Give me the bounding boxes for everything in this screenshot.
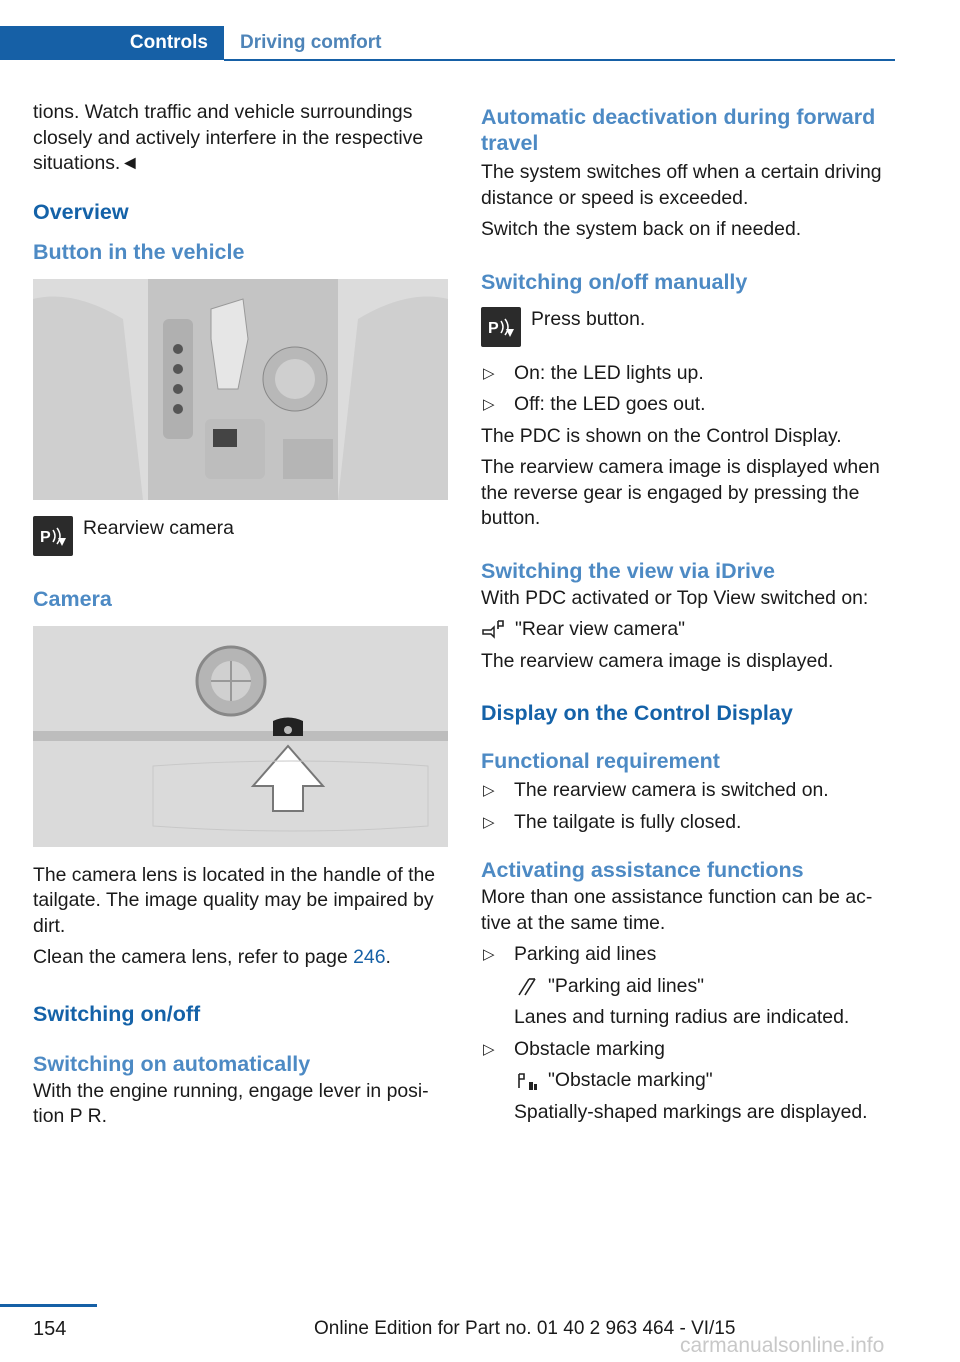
footer-rule: [0, 1304, 97, 1307]
svg-text:P: P: [488, 319, 499, 337]
parking-aid-desc: Lanes and turning radius are indicated.: [514, 1006, 850, 1028]
list-item: [481, 778, 901, 804]
obstacle-marking-title: Obstacle marking: [514, 1037, 665, 1060]
camera-lens-text: The camera lens is located in the handle of the tailgate. The image quality may be impaired by dirt.: [33, 863, 436, 937]
watermark: carmanualsonline.info: [680, 1334, 885, 1357]
pdc-button-icon: [481, 307, 521, 347]
parking-aid-menu-text: "Parking aid lines": [548, 974, 705, 997]
list-item: [481, 810, 901, 836]
functional-requirement-heading: Functional requirement: [481, 749, 720, 773]
pdc-shown-text: The PDC is shown on the Control Display.: [481, 424, 842, 447]
rearview-camera-caption: Rearview camera: [83, 516, 234, 539]
obstacle-marking-icon: [514, 1069, 540, 1093]
parking-aid-title: Parking aid lines: [514, 943, 657, 965]
list-item: [481, 361, 901, 387]
idrive-text: With PDC activated or Top View switched on:: [481, 586, 869, 609]
auto-on-text: With the engine running, engage lever in posi‐ tion P R.: [33, 1079, 429, 1127]
page-246-link[interactable]: 246: [353, 946, 386, 968]
camera-displayed-text: The rearview camera image is displayed.: [481, 649, 834, 672]
edition-text: Online Edition for Part no. 01 40 2 963 464 - VI/15: [314, 1318, 736, 1339]
svg-text:P: P: [40, 528, 51, 546]
rearview-displayed-text: The rearview camera image is displayed when the reverse gear is engaged by pressing the button.: [481, 456, 880, 529]
press-button-row: [481, 307, 901, 347]
tailgate-camera-photo: [33, 626, 448, 847]
obstacle-marking-desc: Spatially-shaped markings are displayed.: [514, 1100, 868, 1123]
center-console-photo: [33, 279, 448, 500]
camera-view-icon: [481, 617, 507, 641]
requirement-tailgate-closed: The tailgate is fully closed.: [514, 810, 742, 833]
parking-lines-icon: [514, 974, 540, 998]
page-number: 154: [33, 1318, 67, 1340]
triangle-bullet-icon: ▷: [483, 813, 495, 831]
section-tab: Controls: [0, 26, 224, 60]
clean-lens-suffix: .: [385, 946, 391, 968]
triangle-bullet-icon: ▷: [483, 396, 495, 413]
header-rule: [224, 59, 895, 61]
led-bullet-list: [481, 361, 901, 418]
right-column: [481, 100, 901, 1131]
switch-back-text: Switch the system back on if needed.: [481, 218, 802, 240]
left-column: [33, 100, 449, 1136]
rear-view-menu-row: [481, 617, 901, 643]
assistance-text: More than one assistance function can be ac‐ tive at the same time.: [481, 886, 873, 934]
triangle-bullet-icon: ▷: [483, 782, 495, 799]
led-off-text: Off: the LED goes out.: [514, 393, 706, 415]
page-header: [0, 26, 895, 62]
clean-lens-prefix: Clean the camera lens, refer to page: [33, 946, 354, 968]
parking-aid-menu-row: [514, 974, 901, 1000]
idrive-heading: Switching the view via iDrive: [481, 558, 775, 583]
auto-on-heading: Switching on automatically: [33, 1051, 311, 1076]
auto-deactivation-heading: Automatic deactivation during forward travel: [481, 105, 876, 155]
list-item: [481, 942, 901, 1031]
triangle-bullet-icon: ▷: [483, 946, 495, 963]
led-on-text: On: the LED lights up.: [514, 361, 704, 384]
obstacle-menu-row: [514, 1068, 901, 1094]
switching-heading: Switching on/off: [33, 1001, 201, 1026]
triangle-bullet-icon: ▷: [483, 1040, 495, 1058]
camera-heading: Camera: [33, 586, 112, 611]
triangle-bullet-icon: ▷: [483, 364, 495, 382]
manual-heading: Switching on/off manually: [481, 269, 748, 294]
rearview-button-row: [33, 516, 449, 556]
press-button-text: Press button.: [531, 307, 646, 330]
assistance-heading: Activating assistance functions: [481, 858, 804, 882]
pdc-camera-icon: [33, 516, 73, 556]
obstacle-menu-text: "Obstacle marking": [548, 1069, 713, 1091]
rear-view-menu-text: "Rear view camera": [515, 618, 686, 640]
assistance-bullet-list: [481, 942, 901, 1125]
list-item: [481, 392, 901, 418]
subsection-tab: Driving comfort: [240, 32, 382, 53]
requirement-bullet-list: [481, 778, 901, 835]
auto-deactivation-text: The system switches off when a certain driving distance or speed is exceeded.: [481, 161, 882, 209]
display-heading: Display on the Control Display: [481, 701, 793, 725]
button-heading: Button in the vehicle: [33, 239, 245, 264]
requirement-camera-on: The rearview camera is switched on.: [514, 779, 829, 801]
clean-lens-text: [33, 945, 449, 971]
list-item: [481, 1037, 901, 1126]
overview-heading: Overview: [33, 199, 129, 224]
intro-text: tions. Watch traffic and vehicle surroundings closely and actively interfere in the respective situations.◄: [33, 101, 424, 174]
